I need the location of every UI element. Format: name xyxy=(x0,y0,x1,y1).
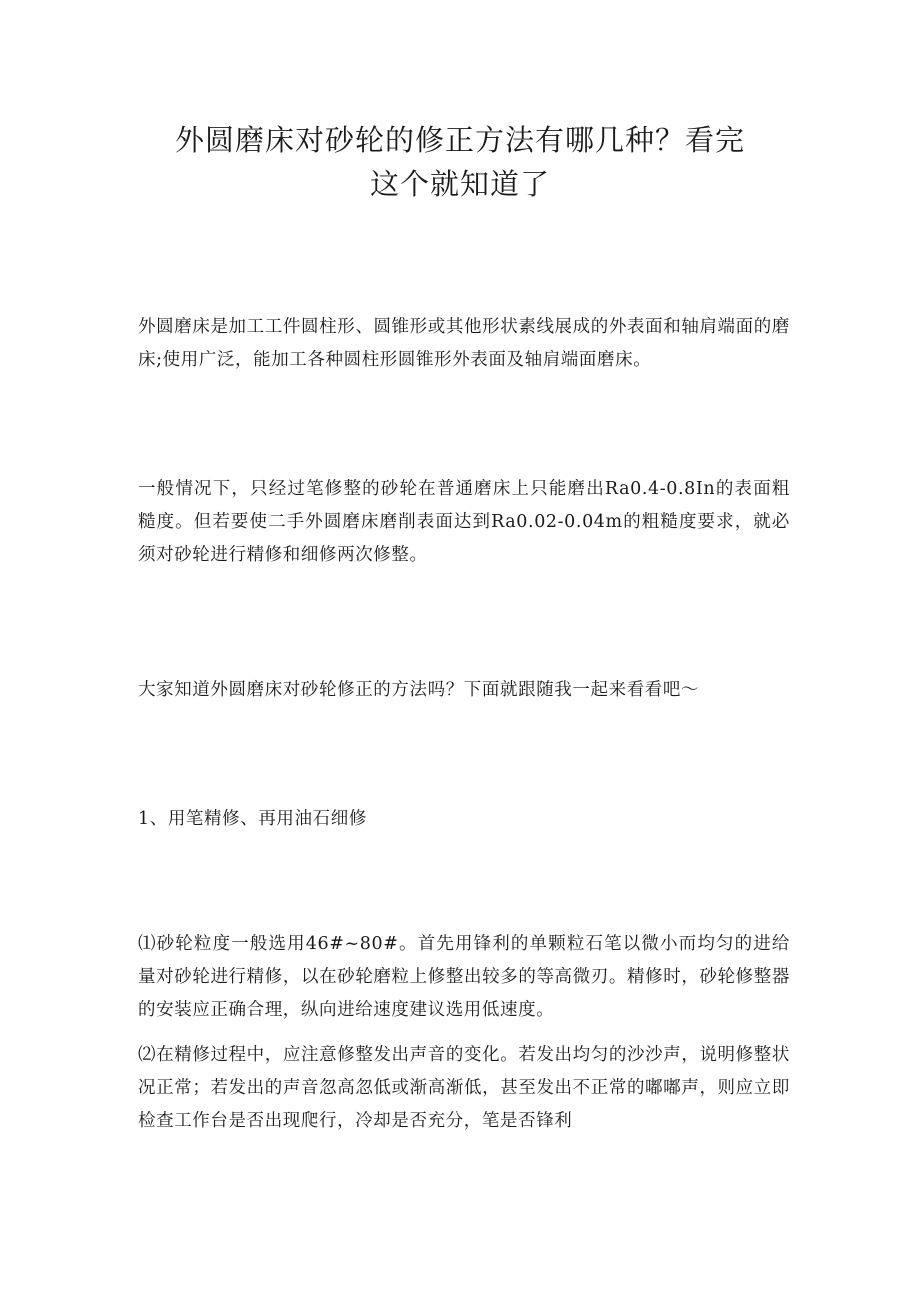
title-line-2: 这个就知道了 xyxy=(369,167,550,201)
paragraph-step-2: ⑵在精修过程中，应注意修整发出声音的变化。若发出均匀的沙沙声，说明修整状况正常；若发出的声音忽高忽低或渐高渐低，甚至发出不正常的嘟嘟声，则应立即检查工作台是否出现爬行，冷却是否充分，笔是否锋利 xyxy=(138,1045,790,1131)
title-line-1: 外圆磨床对砂轮的修正方法有哪几种？看完 xyxy=(174,123,745,157)
paragraph-intro: 外圆磨床是加工工件圆柱形、圆锥形或其他形状素线展成的外表面和轴肩端面的磨床;使用广泛，能加工各种圆柱形圆锥形外表面及轴肩端面磨床。 xyxy=(138,317,790,370)
paragraph-step-1: ⑴砂轮粒度一般选用46#~80#。首先用锋利的单颗粒石笔以微小而均匀的进给量对砂轮进行精修，以在砂轮磨粒上修整出较多的等高微刃。精修时，砂轮修整器的安装应正确合理，纵向进给速度建议选用低速度。 xyxy=(138,934,790,1020)
document-title xyxy=(100,118,820,206)
paragraph-lead-in: 大家知道外圆磨床对砂轮修正的方法吗？下面就跟随我一起来看看吧～ xyxy=(138,680,700,700)
section-heading-1: 1、用笔精修、再用油石细修 xyxy=(138,809,367,829)
paragraph-roughness: 一般情况下，只经过笔修整的砂轮在普通磨床上只能磨出Ra0.4-0.8In的表面粗糙度。但若要使二手外圆磨床磨削表面达到Ra0.02-0.04m的粗糙度要求，就必须对砂轮进行精修和细修两次修整。 xyxy=(138,479,790,565)
